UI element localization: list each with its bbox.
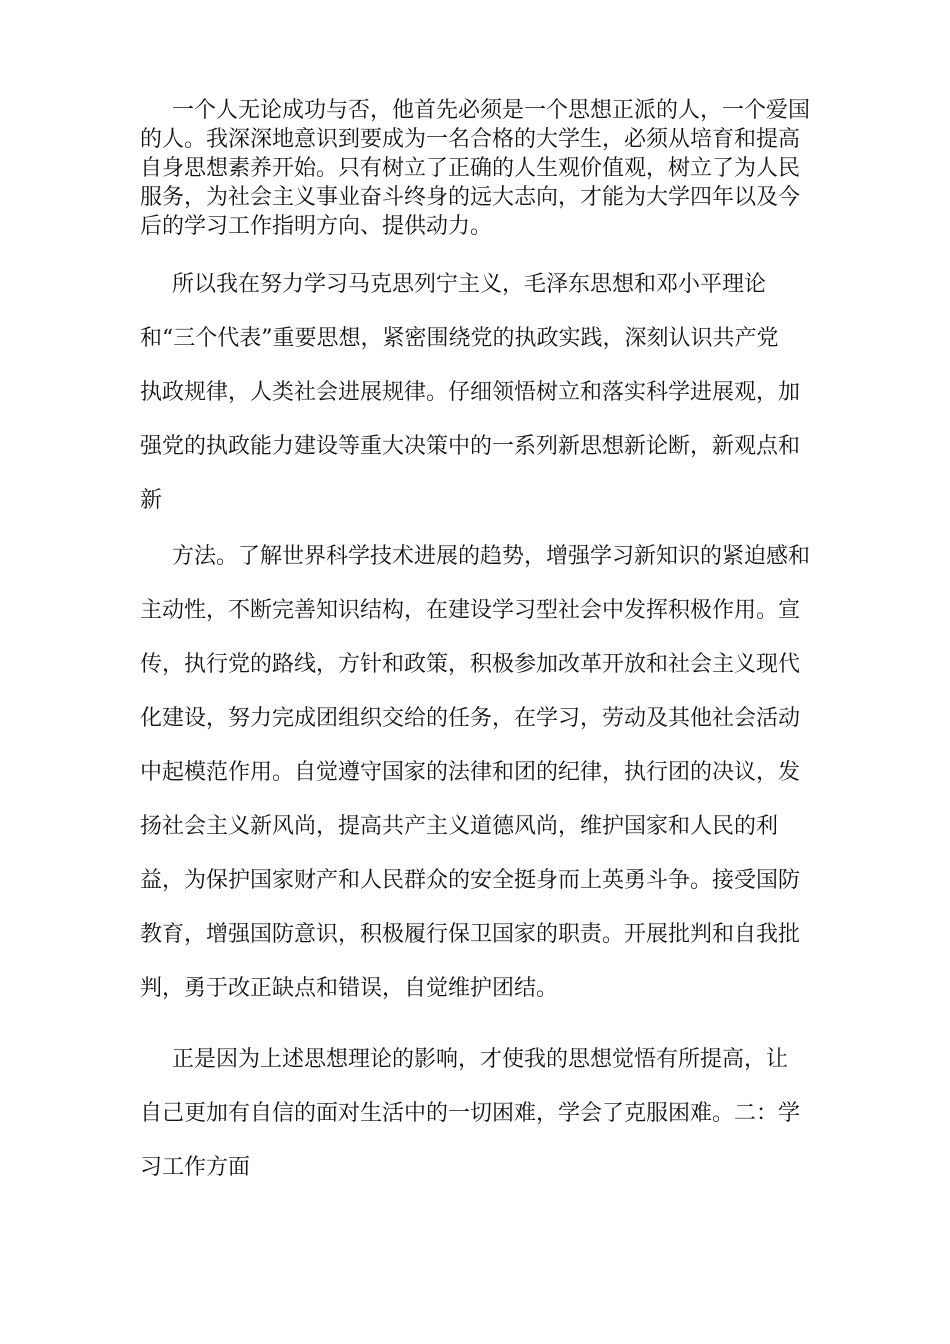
text-line: 的人。我深深地意识到要成为一名合格的大学生，必须从培育和提高 [140,127,801,152]
text-line: 化建设，努力完成团组织交给的任务，在学习，劳动及其他社会活动 [140,706,801,731]
text-line: 服务，为社会主义事业奋斗终身的远大志向，才能为大学四年以及今 [140,185,801,210]
text-line: 强党的执政能力建设等重大决策中的一系列新思想新论断，新观点和 [140,434,801,459]
text-line: 判，勇于改正缺点和错误，自觉维护团结。 [140,976,559,1001]
text-line: 习工作方面 [140,1155,251,1180]
text-line: 自身思想素养开始。只有树立了正确的人生观价值观，树立了为人民 [140,156,801,181]
text-line: 益，为保护国家财产和人民群众的安全挺身而上英勇斗争。接受国防 [140,868,801,893]
text-line: 一个人无论成功与否，他首先必须是一个思想正派的人，一个爱国 [172,98,811,123]
paragraph-2 [140,258,840,528]
text-line: 中起模范作用。自觉遵守国家的法律和团的纪律，执行团的决议，发 [140,760,801,785]
text-line: 传，执行党的路线，方针和政策，积极参加改革开放和社会主义现代 [140,652,801,677]
text-line: 新 [140,488,163,513]
text-line: 正是因为上述思想理论的影响，才使我的思想觉悟有所提高，让 [172,1047,789,1072]
text-line: 和“三个代表”重要思想，紧密围绕党的执政实践，深刻认识共产党 [140,326,779,351]
paragraph-4 [140,1033,840,1195]
text-line: 扬社会主义新风尚，提高共产主义道德风尚，维护国家和人民的利 [140,814,779,839]
text-line: 教育，增强国防意识，积极履行保卫国家的职责。开展批判和自我批 [140,922,801,947]
paragraph-3 [140,530,840,1016]
text-line: 方法。了解世界科学技术进展的趋势，增强学习新知识的紧迫感和 [172,544,811,569]
text-line: 执政规律，人类社会进展规律。仔细领悟树立和落实科学进展观，加 [140,380,801,405]
text-line: 后的学习工作指明方向、提供动力。 [140,214,493,239]
paragraph-1 [140,96,840,241]
text-line: 自己更加有自信的面对生活中的一切困难，学会了克服困难。二：学 [140,1101,801,1126]
text-line: 所以我在努力学习马克思列宁主义，毛泽东思想和邓小平理论 [172,272,767,297]
text-line: 主动性，不断完善知识结构，在建设学习型社会中发挥积极作用。宣 [140,598,801,623]
